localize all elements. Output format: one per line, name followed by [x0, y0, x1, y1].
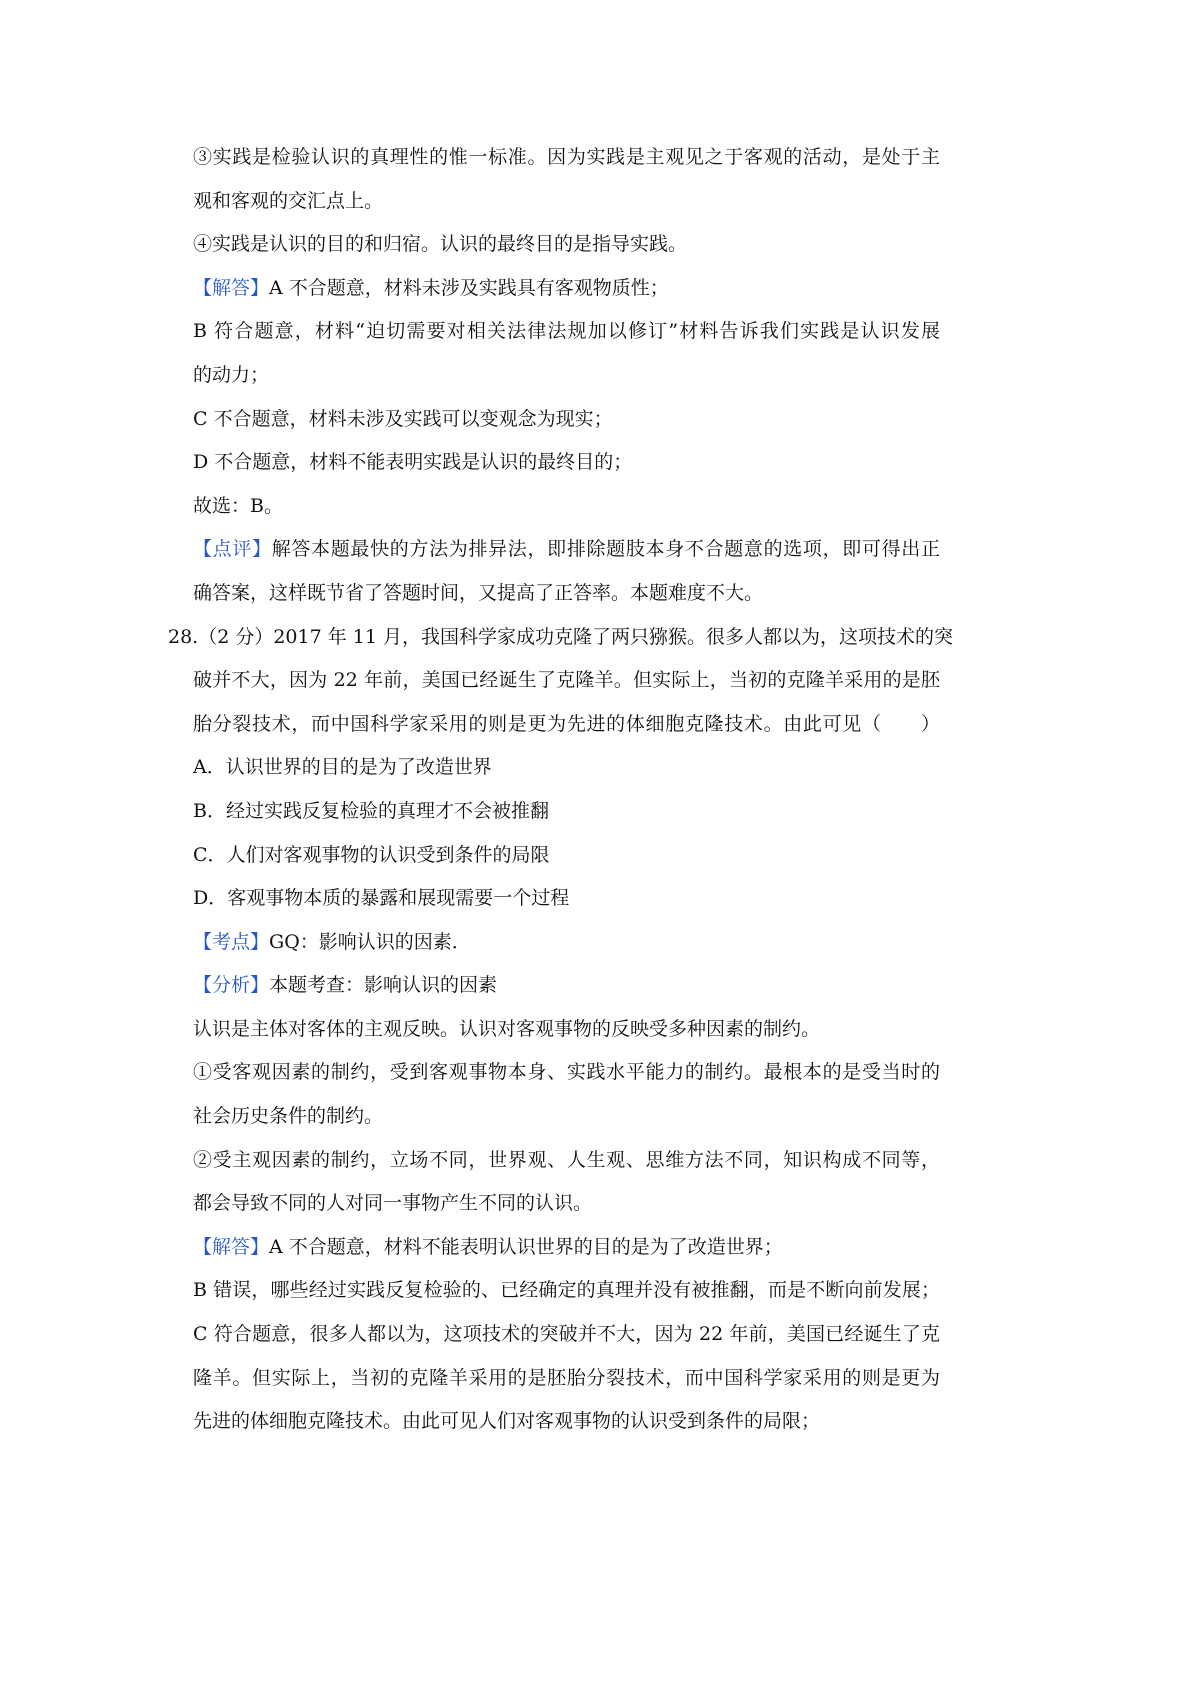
answer-text: A 不合题意，材料未涉及实践具有客观物质性；	[269, 276, 669, 299]
text-line: C 不合题意，材料未涉及实践可以变观念为现实；	[193, 407, 613, 430]
question-stem: 破并不大，因为 22 年前，美国已经诞生了克隆羊。但实际上，当初的克隆羊采用的是胚	[193, 669, 940, 692]
kaodian-text: GQ：影响认识的因素．	[269, 930, 471, 953]
text-line: ②受主观因素的制约，立场不同，世界观、人生观、思维方法不同，知识构成不同等，	[193, 1148, 940, 1171]
comment-line	[193, 529, 940, 573]
text-line: D 不合题意，材料不能表明实践是认识的最终目的；	[193, 451, 633, 474]
text-line: 隆羊。但实际上，当初的克隆羊采用的是胚胎分裂技术，而中国科学家采用的则是更为	[193, 1366, 940, 1389]
text-line: 社会历史条件的制约。	[193, 1105, 384, 1128]
text-line: ①受客观因素的制约，受到客观事物本身、实践水平能力的制约。最根本的是受当时的	[193, 1061, 940, 1084]
text-line: B 错误，哪些经过实践反复检验的、已经确定的真理并没有被推翻，而是不断向前发展；	[193, 1279, 940, 1302]
text-line: 先进的体细胞克隆技术。由此可见人们对客观事物的认识受到条件的局限；	[193, 1410, 821, 1433]
option-a: A．认识世界的目的是为了改造世界	[193, 756, 492, 779]
text-line: ④实践是认识的目的和归宿。认识的最终目的是指导实践。	[193, 233, 688, 256]
text-line: 认识是主体对客体的主观反映。认识对客观事物的反映受多种因素的制约。	[193, 1017, 821, 1040]
text-line: 故选：B。	[193, 494, 283, 517]
text-line: B 符合题意，材料“迫切需要对相关法律法规加以修订”材料告诉我们实践是认识发展	[193, 320, 940, 343]
fenxi-tag: 【分析】	[193, 974, 270, 997]
question-stem: 28.（2 分）2017 年 11 月，我国科学家成功克隆了两只猕猴。很多人都以为，这项技术的突	[168, 625, 953, 648]
fenxi-line	[193, 965, 940, 1009]
text-line: C 符合题意，很多人都以为，这项技术的突破并不大，因为 22 年前，美国已经诞生了克	[193, 1323, 940, 1346]
comment-tag: 【点评】	[193, 538, 272, 561]
answer-tag: 【解答】	[193, 1235, 270, 1258]
comment-text: 解答本题最快的方法为排异法，即排除题肢本身不合题意的选项，即可得出正	[271, 538, 940, 561]
option-b: B．经过实践反复检验的真理才不会被推翻	[193, 799, 549, 822]
document-page	[0, 137, 1200, 1445]
question-stem: 胎分裂技术，而中国科学家采用的则是更为先进的体细胞克隆技术。由此可见（ ）	[193, 712, 940, 735]
text-line: 确答案，这样既节省了答题时间，又提高了正答率。本题难度不大。	[193, 581, 764, 604]
answer-tag: 【解答】	[193, 276, 270, 299]
text-line: 的动力；	[193, 363, 270, 386]
kaodian-line	[193, 922, 940, 966]
fenxi-text: 本题考查：影响认识的因素	[269, 974, 498, 997]
text-line: ③实践是检验认识的真理性的惟一标准。因为实践是主观见之于客观的活动，是处于主	[193, 146, 940, 168]
kaodian-tag: 【考点】	[193, 930, 270, 953]
text-line: 观和客观的交汇点上。	[193, 189, 384, 212]
text-line: 都会导致不同的人对同一事物产生不同的认识。	[193, 1192, 593, 1215]
option-c: C．人们对客观事物的认识受到条件的局限	[193, 843, 550, 866]
answer-line	[193, 1227, 940, 1271]
answer-line	[193, 268, 940, 312]
answer-text: A 不合题意，材料不能表明认识世界的目的是为了改造世界；	[269, 1235, 783, 1258]
option-d: D．客观事物本质的暴露和展现需要一个过程	[193, 887, 570, 910]
